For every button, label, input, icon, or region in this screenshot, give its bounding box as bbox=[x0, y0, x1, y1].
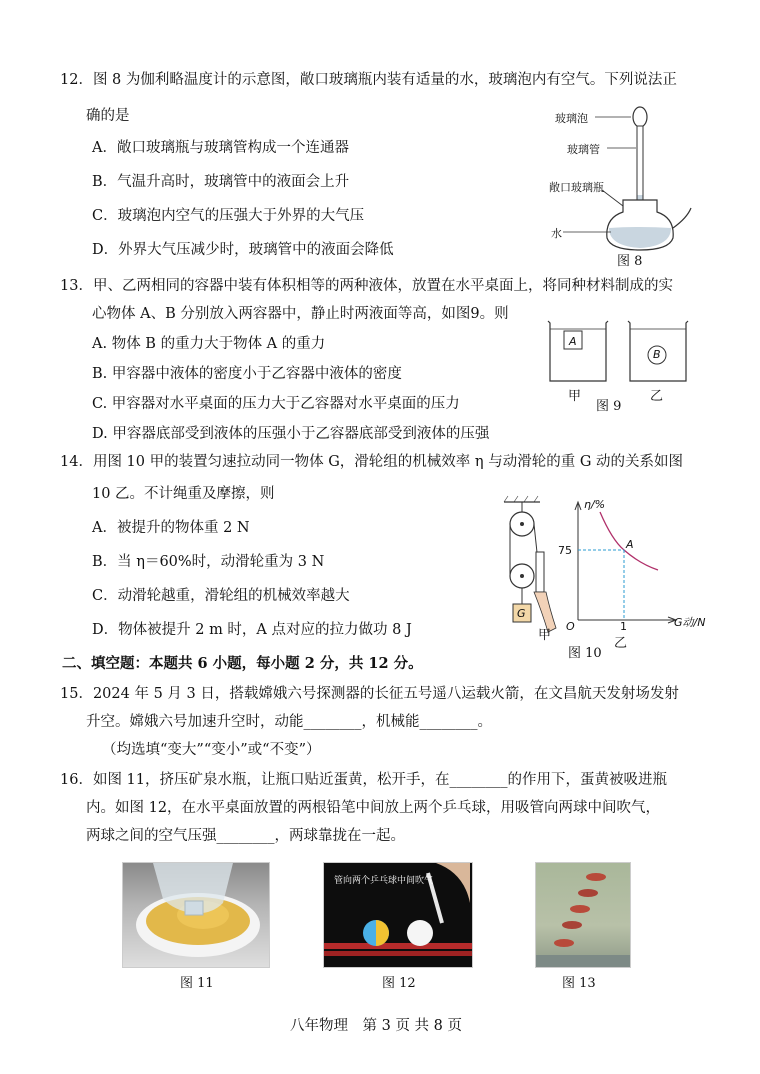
q12-stem-line1: 12．图 8 为伽利略温度计的示意图，敞口玻璃瓶内装有适量的水，玻璃泡内有空气。下列说法正 bbox=[60, 72, 677, 88]
point-a-label: A bbox=[626, 538, 634, 551]
q16-line1: 16．如图 11，挤压矿泉水瓶，让瓶口贴近蛋黄，松开手，在________的作用下，蛋黄被吸进瓶 bbox=[60, 772, 668, 788]
object-b-label: B bbox=[653, 348, 661, 361]
q12-option-d: D．外界大气压减少时，玻璃管中的液面会降低 bbox=[92, 242, 394, 258]
x-axis-label: G动/N bbox=[674, 616, 706, 629]
figure-10-caption: 图 10 bbox=[568, 646, 602, 661]
figure-12-photo bbox=[323, 862, 473, 968]
q14-stem-line2: 10 乙。不计绳重及摩擦，则 bbox=[92, 486, 275, 502]
q14-option-b: B．当 η＝60%时，动滑轮重为 3 N bbox=[92, 554, 325, 570]
figure-13-caption: 图 13 bbox=[562, 976, 596, 991]
q12-option-b: B．气温升高时，玻璃管中的液面会上升 bbox=[92, 174, 350, 190]
figure-13-photo bbox=[535, 862, 631, 968]
q15-line3: （均选填“变大”“变小”或“不变”） bbox=[102, 742, 321, 758]
pulley-jia-label: 甲 bbox=[538, 628, 552, 643]
y-axis-label: η/% bbox=[584, 498, 606, 511]
q13-stem-line2: 心物体 A、B 分别放入两容器中，静止时两液面等高，如图9。则 bbox=[92, 306, 509, 322]
figure-9-caption: 图 9 bbox=[596, 399, 622, 414]
q12-option-a: A．敞口玻璃瓶与玻璃管构成一个连通器 bbox=[92, 140, 349, 156]
q14-stem-line1: 14．用图 10 甲的装置匀速拉动同一物体 G，滑轮组的机械效率 η 与动滑轮的重 G 动的关系如图 bbox=[60, 454, 684, 470]
x-tick-1: 1 bbox=[620, 620, 627, 633]
figure-11-caption: 图 11 bbox=[180, 976, 214, 991]
q13-stem-line1: 13．甲、乙两相同的容器中装有体积相等的两种液体，放置在水平桌面上，将同种材料制成的实 bbox=[60, 278, 673, 294]
y-tick-75: 75 bbox=[558, 544, 572, 557]
q13-option-c: C. 甲容器对水平桌面的压力大于乙容器对水平桌面的压力 bbox=[92, 396, 460, 412]
figure-12-caption: 图 12 bbox=[382, 976, 416, 991]
q15-line2: 升空。嫦娥六号加速升空时，动能________，机械能________。 bbox=[86, 714, 492, 730]
q13-option-d: D. 甲容器底部受到液体的压强小于乙容器底部受到液体的压强 bbox=[92, 426, 490, 442]
object-a-label: A bbox=[569, 335, 577, 348]
container-jia-label: 甲 bbox=[568, 389, 582, 404]
q14-option-d: D．物体被提升 2 m 时，A 点对应的拉力做功 8 J bbox=[92, 622, 412, 638]
label-tube: 玻璃管 bbox=[567, 143, 600, 156]
q16-line2: 内。如图 12，在水平桌面放置的两根铅笔中间放上两个乒乓球，用吸管向两球中间吹气， bbox=[86, 800, 661, 816]
q14-option-a: A．被提升的物体重 2 N bbox=[92, 520, 250, 536]
container-yi-label: 乙 bbox=[650, 389, 664, 404]
q14-option-c: C．动滑轮越重，滑轮组的机械效率越大 bbox=[92, 588, 350, 604]
figure-10-pulley-and-graph bbox=[500, 492, 710, 662]
graph-yi-label: 乙 bbox=[614, 636, 628, 651]
figure-8-caption: 图 8 bbox=[617, 254, 643, 269]
label-bottle: 敞口玻璃瓶 bbox=[549, 181, 604, 194]
figure-9-containers bbox=[540, 315, 710, 415]
section-2-heading: 二、填空题：本题共 6 小题，每小题 2 分，共 12 分。 bbox=[62, 655, 423, 672]
weight-g-label: G bbox=[517, 607, 526, 620]
label-water: 水 bbox=[551, 227, 562, 240]
figure-8-thermometer bbox=[545, 100, 705, 270]
q13-option-b: B. 甲容器中液体的密度小于乙容器中液体的密度 bbox=[92, 366, 402, 382]
figure-11-photo bbox=[122, 862, 270, 968]
photo-12-overlay-text: 管向两个乒乓球中间吹气 bbox=[334, 876, 434, 886]
q12-stem-line2: 确的是 bbox=[86, 108, 130, 124]
q16-line3: 两球之间的空气压强________，两球靠拢在一起。 bbox=[86, 828, 405, 844]
q13-option-a: A. 物体 B 的重力大于物体 A 的重力 bbox=[92, 336, 326, 352]
q12-option-c: C．玻璃泡内空气的压强大于外界的大气压 bbox=[92, 208, 365, 224]
label-bulb: 玻璃泡 bbox=[555, 112, 588, 125]
origin-label: O bbox=[566, 620, 575, 633]
page-footer: 八年物理 第 3 页 共 8 页 bbox=[290, 1018, 462, 1034]
q15-line1: 15．2024 年 5 月 3 日，搭载嫦娥六号探测器的长征五号遥八运载火箭，在文昌航天发射场发射 bbox=[60, 686, 679, 702]
